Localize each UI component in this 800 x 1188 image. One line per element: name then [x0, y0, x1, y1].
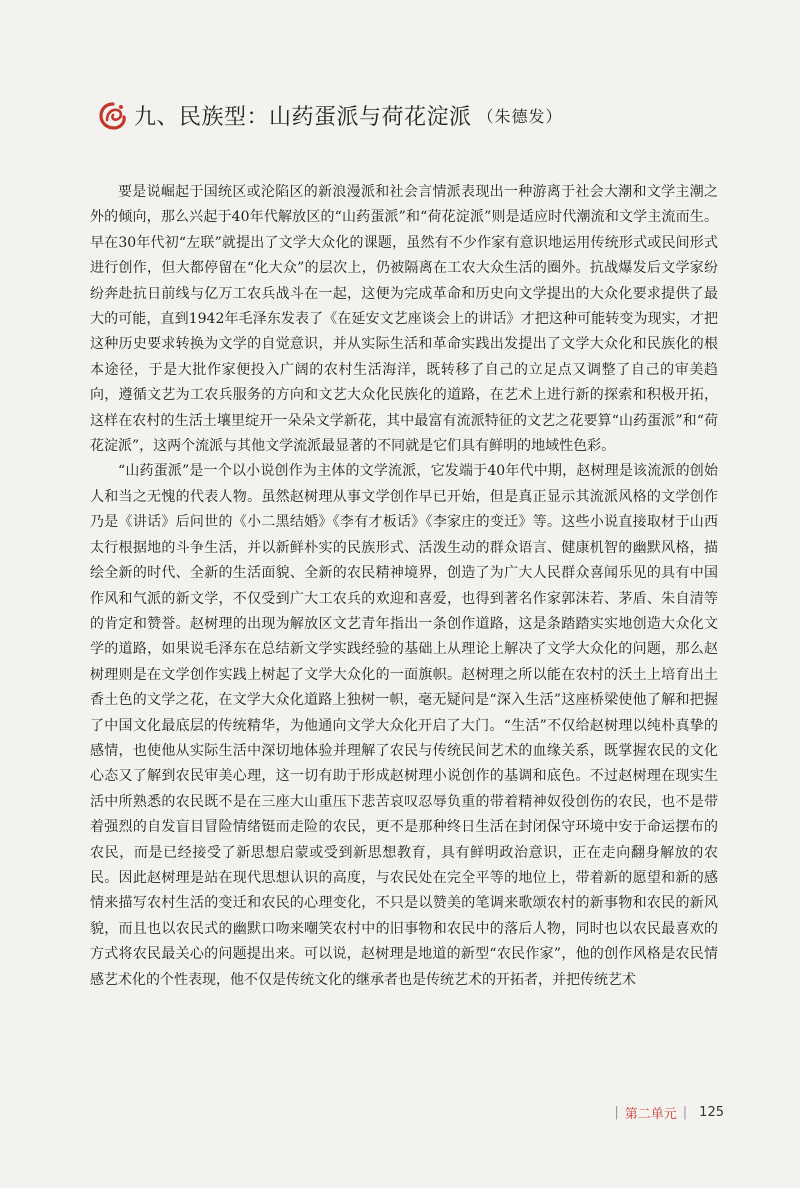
red-swirl-icon: [98, 101, 128, 131]
heading-title: 九、民族型：山药蛋派与荷花淀派: [134, 105, 472, 130]
body-text: [90, 180, 718, 993]
paragraph: 要是说崛起于国统区或沦陷区的新浪漫派和社会言情派表现出一种游离于社会大潮和文学主潮之外的倾向，那么兴起于40年代解放区的“山药蛋派”和“荷花淀派”则是适应时代潮流和文学主流而生。早在30年代初“左联”就提出了文学大众化的课题，虽然有不少作家有意识地运用传统形式或民间形式进行创作，但大都停留在“化大众”的层次上，仍被隔离在工农大众生活的圈外。抗战爆发后文学家纷纷奔赴抗日前线与亿万工农兵战斗在一起，这便为完成革命和历史向文学提出的大众化要求提供了最大的可能，直到1942年毛泽东发表了《在延安文艺座谈会上的讲话》才把这种可能转变为现实，才把这种历史要求转换为文学的自觉意识，并从实际生活和革命实践出发提出了文学大众化和民族化的根本途径，于是大批作家便投入广阔的农村生活海洋，既转移了自己的立足点又调整了自己的审美趋向，遵循文艺为工农兵服务的方向和文艺大众化民族化的道路，在艺术上进行新的探索和积极开拓，这样在农村的生活土壤里绽开一朵朵文学新花，其中最富有流派特征的文艺之花要算“山药蛋派”和“荷花淀派”，这两个流派与其他文学流派最显著的不同就是它们具有鲜明的地域性色彩。: [90, 184, 718, 455]
footer-divider: |: [614, 1105, 619, 1120]
page-number: 125: [699, 1105, 724, 1120]
heading-author: （朱德发）: [477, 107, 563, 126]
section-heading: [98, 100, 563, 131]
page-footer: [614, 1103, 724, 1122]
footer-unit-label: 第二单元: [624, 1107, 677, 1122]
paragraph: “山药蛋派”是一个以小说创作为主体的文学流派，它发端于40年代中期，赵树理是该流派的创始人和当之无愧的代表人物。虽然赵树理从事文学创作早已开始，但是真正显示其流派风格的文学创作乃是《讲话》后问世的《小二黑结婚》《李有才板话》《李家庄的变迁》等。这些小说直接取材于山西太行根据地的斗争生活，并以新鲜朴实的民族形式、活泼生动的群众语言、健康机智的幽默风格，描绘全新的时代、全新的生活面貌、全新的农民精神境界，创造了为广大人民群众喜闻乐见的具有中国作风和气派的新文学，不仅受到广大工农兵的欢迎和喜爱，也得到著名作家郭沫若、茅盾、朱自清等的肯定和赞誉。赵树理的出现为解放区文艺青年指出一条创作道路，这是条踏踏实实地创造大众化文学的道路，如果说毛泽东在总结新文学实践经验的基础上从理论上解决了文学大众化的问题，那么赵树理则是在文学创作实践上树起了文学大众化的一面旗帜。赵树理之所以能在农村的沃土上培育出土香土色的文学之花，在文学大众化道路上独树一帜，毫无疑问是“深入生活”这座桥梁使他了解和把握了中国文化最底层的传统精华，为他通向文学大众化开启了大门。“生活”不仅给赵树理以纯朴真挚的感情，也使他从实际生活中深切地体验并理解了农民与传统民间艺术的血缘关系，既掌握农民的文化心态又了解到农民审美心理，这一切有助于形成赵树理小说创作的基调和底色。不过赵树理在现实生活中所熟悉的农民既不是在三座大山重压下悲苦哀叹忍辱负重的带着精神奴役创伤的农民，也不是带着强烈的自发盲目冒险情绪铤而走险的农民，更不是那种终日生活在封闭保守环境中安于命运摆布的农民，而是已经接受了新思想启蒙或受到新思想教育，具有鲜明政治意识，正在走向翻身解放的农民。因此赵树理是站在现代思想认识的高度，与农民处在完全平等的地位上，带着新的愿望和新的感情来描写农村生活的变迁和农民的心理变化，不只是以赞美的笔调来歌颂农村的新事物和农民的新风貌，而且也以农民式的幽默口吻来嘲笑农村中的旧事物和农民中的落后人物，同时也以农民最喜欢的方式将农民最关心的问题提出来。可以说，赵树理是地道的新型“农民作家”，他的创作风格是农民情感艺术化的个性表现，他不仅是传统文化的继承者也是传统艺术的开拓者，并把传统艺术: [90, 463, 718, 988]
footer-divider: |: [682, 1105, 688, 1120]
